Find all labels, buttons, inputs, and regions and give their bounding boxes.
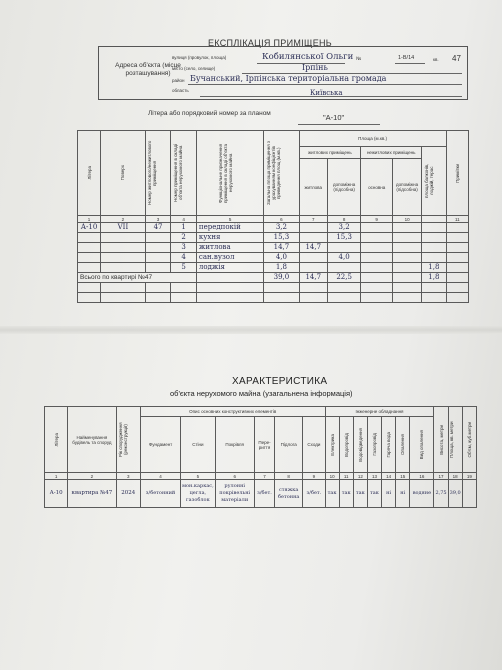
header-gas: Газопровід (367, 417, 381, 473)
header-foundation: Фундамент (140, 417, 180, 473)
table-row: 5 лоджія 1,8 1,8 (78, 263, 469, 273)
header-balcony: площа балконів, лоджій, терас (422, 147, 446, 216)
header-name: Найменування будівель та споруд (68, 407, 116, 473)
header-room-purpose: Функціональне призначення приміщення в складі об'єкта нерухомого майна (196, 131, 263, 216)
header-electricity: Електрика (325, 417, 339, 473)
header-residential: житлових приміщень (299, 147, 361, 159)
characteristics-subtitle: об'єкта нерухомого майна (узагальнена інформація) (170, 389, 353, 398)
district-label: район (172, 78, 185, 83)
city-label: місто (село, селище) (172, 66, 216, 71)
header-letter: Літера (45, 407, 68, 473)
header-heating: Опалення (396, 417, 410, 473)
number-value: 1-В/14 (398, 55, 415, 61)
header-aux-non: допоміжна (підсобна) (393, 159, 422, 216)
header-walls: Стіни (181, 417, 215, 473)
header-apt-number: Номер житлового/нежитлового приміщення (145, 131, 171, 216)
district-value: Бучанський, Ірпінська територіальна громада (190, 74, 387, 83)
total-row: Всього по квартирі №47 39,0 14,7 22,5 1,8 (78, 273, 469, 283)
characteristics-table (44, 406, 477, 508)
header-sewer: Водовідведення (353, 417, 367, 473)
region-value: Київська (310, 89, 343, 97)
street-value: Кобилянської Ольги (262, 52, 354, 62)
table-row: А-10 VII 47 1 передпокій 3,2 3,2 (78, 223, 469, 233)
header-nonresidential: нежитлових приміщень (361, 147, 422, 159)
header-heating-type: Вид опалення (410, 417, 434, 473)
table-row: А-10 квартира №47 2024 з/бетонний мон.каркас, цегла, газоблок рулонні покрівельні матеріали з/бет. стяжка бетонна з/бет. так так так так ні ні водяне 2,75 39,0 (45, 480, 477, 508)
header-living: житлова (299, 159, 327, 216)
header-floor: Поверх (101, 131, 146, 216)
header-water: Водопровід (339, 417, 353, 473)
header-structures: Опис основних конструктивних елементів (140, 407, 325, 417)
table-row: 2 кухня 15,3 15,3 (78, 233, 469, 243)
header-ceilings: Пере-риття (254, 417, 274, 473)
plan-label: Літера або порядковий номер за планом (148, 110, 271, 117)
number-symbol: № (356, 56, 362, 62)
header-letter: Літера (78, 131, 101, 216)
header-notes: Примітки (446, 131, 468, 216)
header-stairs: Сходи (303, 417, 325, 473)
table-row: 4 сан.вузол 4,0 4,0 (78, 253, 469, 263)
header-total-area: Загальна площа приміщення з урахуванням коефіцієнтів приведення площ (м.кв.) (264, 131, 299, 216)
header-area: Площа, кв. метри (448, 407, 462, 473)
apartment-label: кв. (433, 57, 439, 62)
region-label: область (172, 88, 189, 93)
column-number-row: 1 2 3 4 5 6 7 8 9 10 11 12 13 14 15 16 17 18 19 (45, 473, 477, 480)
city-value: Ірпінь (302, 63, 328, 72)
apartment-value: 47 (452, 54, 461, 63)
street-label: вулиця (провулок, площа) (172, 55, 227, 60)
header-main: основна (361, 159, 393, 216)
header-roof: Покрівля (215, 417, 254, 473)
paper-fold (0, 326, 502, 334)
header-floors: Підлога (275, 417, 303, 473)
explication-title: ЕКСПЛІКАЦІЯ ПРИМІЩЕНЬ (208, 38, 333, 48)
header-engineering: Інженерне обладнання (325, 407, 434, 417)
characteristics-title: ХАРАКТЕРИСТИКА (232, 376, 328, 387)
header-area-group: Площа (м.кв.) (299, 131, 446, 147)
table-row: 3 житлова 14,7 14,7 (78, 243, 469, 253)
header-hot-water: Гаряча вода (382, 417, 396, 473)
column-number-row: 1 2 3 4 5 6 7 8 9 10 11 (78, 216, 469, 223)
header-year: Рік спорудження (реконструкції) (116, 407, 140, 473)
plan-value: "А-10" (323, 113, 345, 122)
header-auxiliary: допоміжна (підсобна) (327, 159, 360, 216)
explication-table (77, 130, 469, 303)
address-label: Адреса об'єкта (місце розташування) (115, 62, 181, 77)
header-volume: Об'єм, куб.метри (462, 407, 476, 473)
header-room-number: Номер приміщення в складі об'єкта нерухомого майна (171, 131, 197, 216)
header-height: Висота, метри (434, 407, 448, 473)
